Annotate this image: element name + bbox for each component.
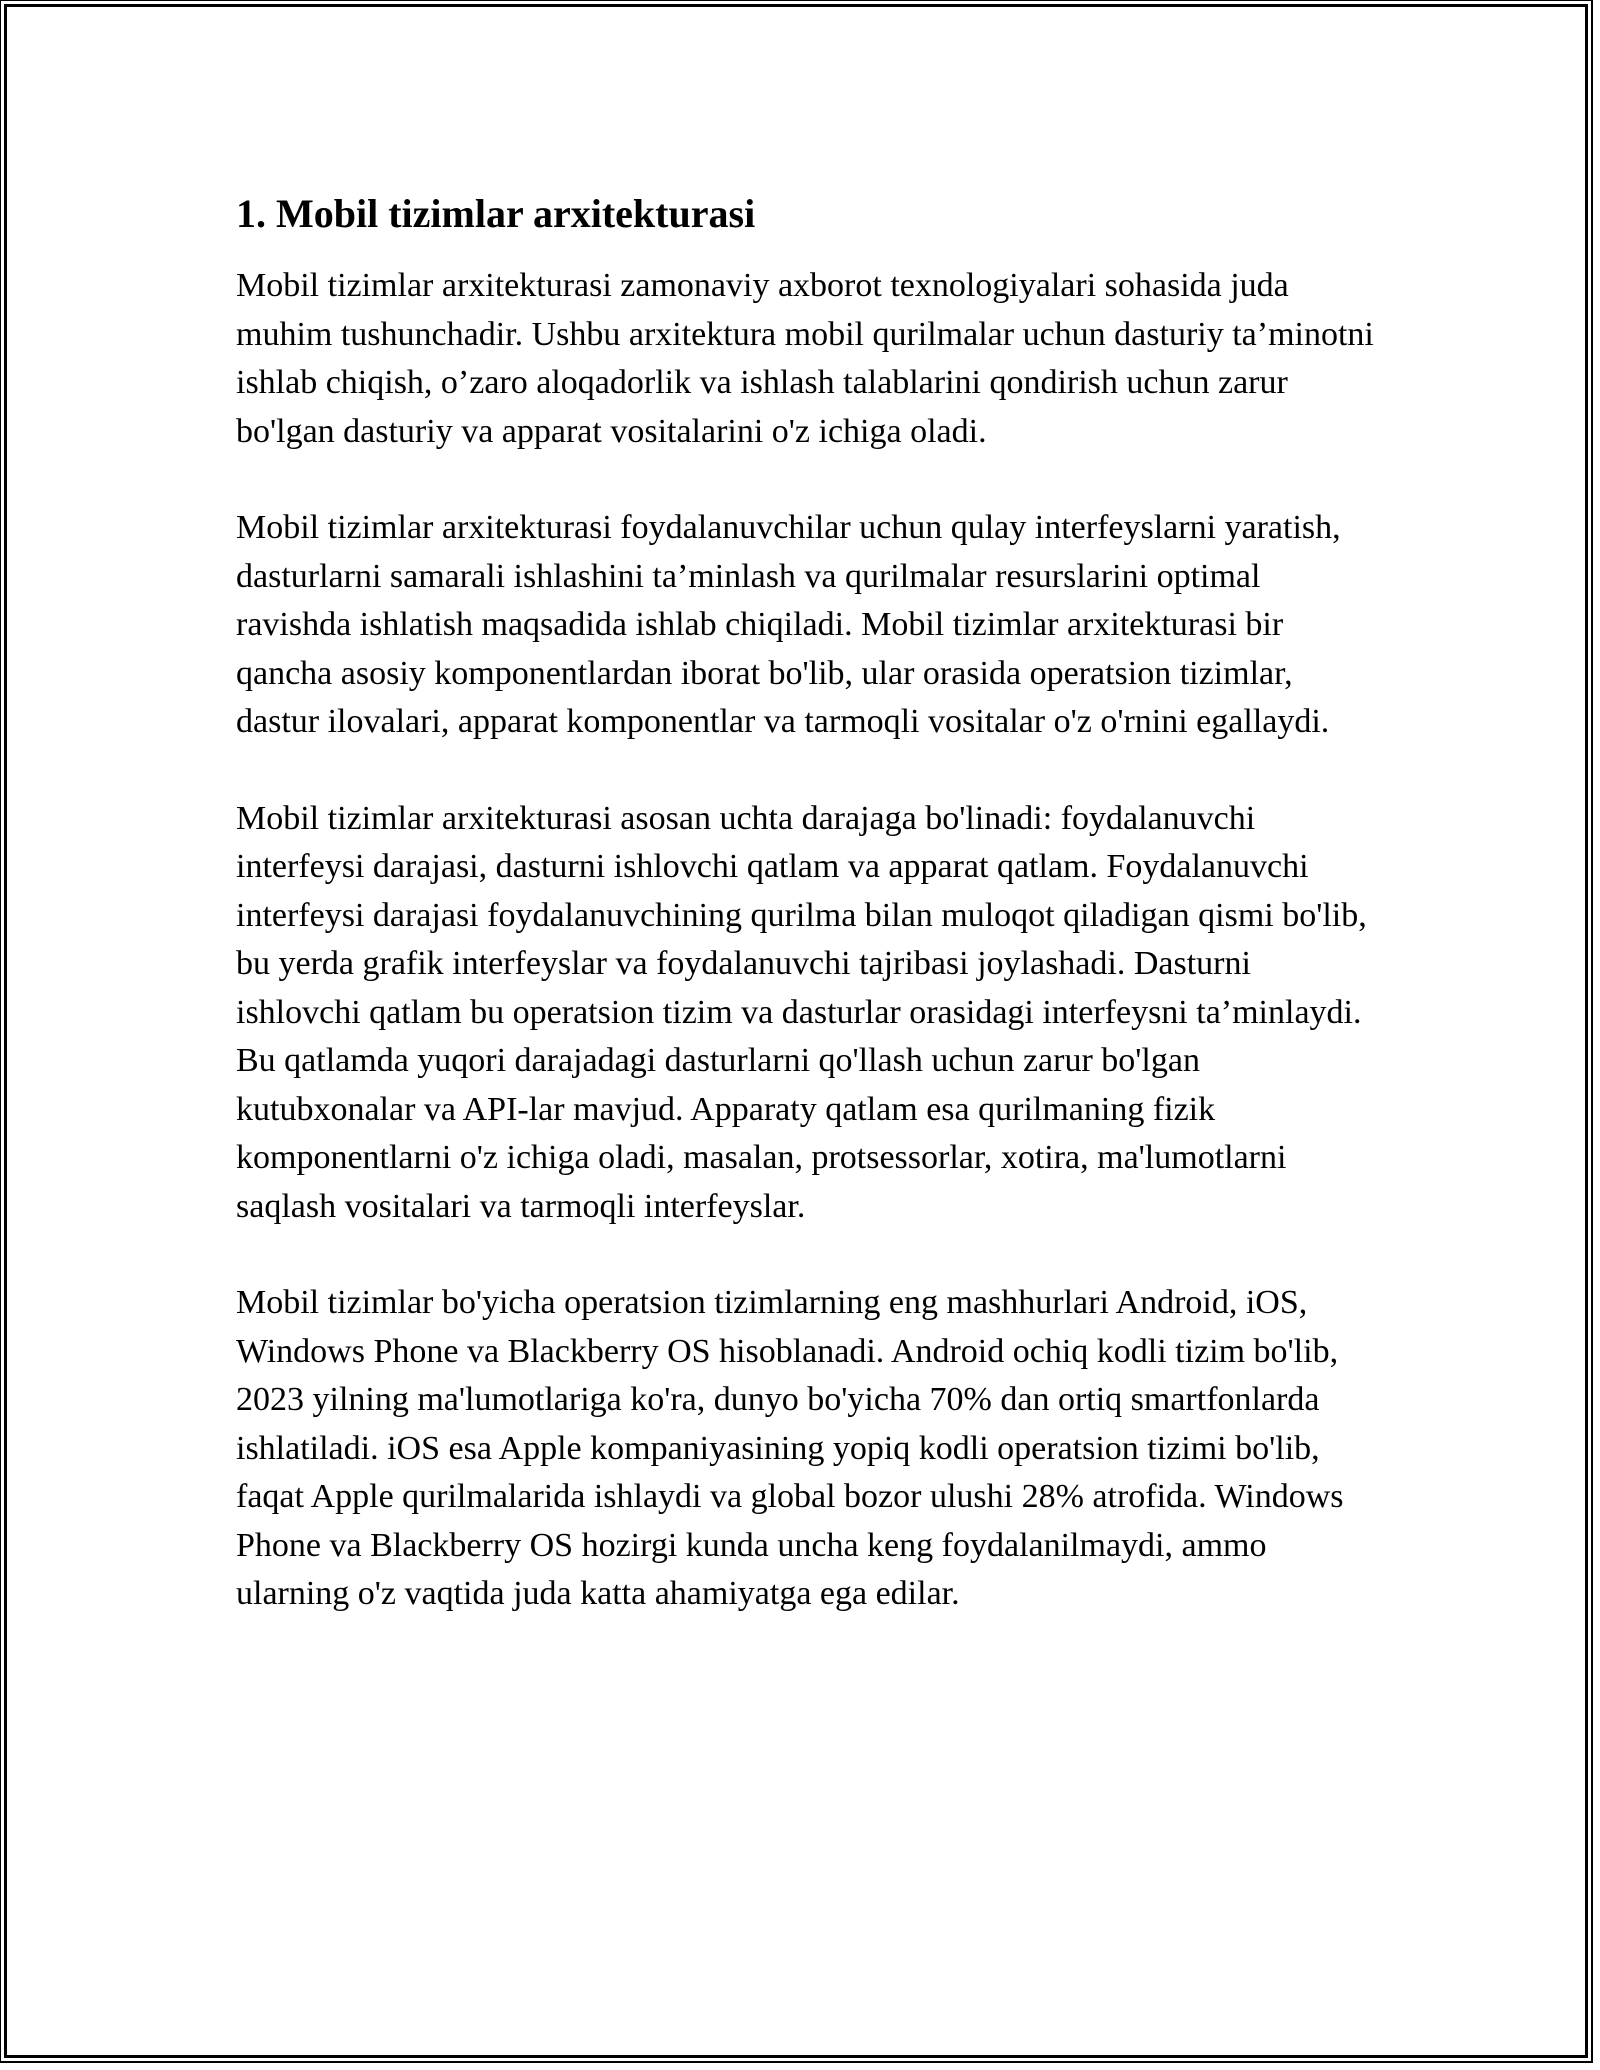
- paragraph-1: Mobil tizimlar arxitekturasi zamonaviy axborot texnologiyalari sohasida juda muhim tushunchadir. Ushbu arxitektura mobil qurilmalar uchun dasturiy ta’minotni ishlab chiqish, o’zaro aloqadorlik va ishlash talablarini qondirish uchun zarur bo'lgan dasturiy va apparat vositalarini o'z ichiga oladi.: [236, 267, 1374, 450]
- paragraph-4: Mobil tizimlar bo'yicha operatsion tizimlarning eng mashhurlari Android, iOS, Windows Phone va Blackberry OS hisoblanadi. Android ochiq kodli tizim bo'lib, 2023 yilning ma'lumotlariga ko'ra, dunyo bo'yicha 70% dan ortiq smartfonlarda ishlatiladi. iOS esa Apple kompaniyasining yopiq kodli operatsion tizimi bo'lib, faqat Apple qurilmalarida ishlaydi va global bozor ulushi 28% atrofida. Windows Phone va Blackberry OS hozirgi kunda uncha keng foydalanilmaydi, ammo ularning o'z vaqtida juda katta ahamiyatga ega edilar.: [236, 1284, 1344, 1612]
- paragraph-3: Mobil tizimlar arxitekturasi asosan uchta darajaga bo'linadi: foydalanuvchi interfeysi darajasi, dasturni ishlovchi qatlam va apparat qatlam. Foydalanuvchi interfeysi darajasi foydalanuvchining qurilma bilan muloqot qiladigan qismi bo'lib, bu yerda grafik interfeyslar va foydalanuvchi tajribasi joylashadi. Dasturni ishlovchi qatlam bu operatsion tizim va dasturlar orasidagi interfeysni ta’minlaydi. Bu qatlamda yuqori darajadagi dasturlarni qo'llash uchun zarur bo'lgan kutubxonalar va API-lar mavjud. Apparaty qatlam esa qurilmaning fizik komponentlarni o'z ichiga oladi, masalan, protsessorlar, xotira, ma'lumotlarni saqlash vositalari va tarmoqli interfeyslar.: [236, 799, 1367, 1225]
- document-body: [236, 190, 1396, 1667]
- section-heading: 1. Mobil tizimlar arxitekturasi: [236, 191, 756, 236]
- paragraph-2: Mobil tizimlar arxitekturasi foydalanuvchilar uchun qulay interfeyslarni yaratish, dasturlarni samarali ishlashini ta’minlash va qurilmalar resurslarini optimal ravishda ishlatish maqsadida ishlab chiqiladi. Mobil tizimlar arxitekturasi bir qancha asosiy komponentlardan iborat bo'lib, ular orasida operatsion tizimlar, dastur ilovalari, apparat komponentlar va tarmoqli vositalar o'z o'rnini egallaydi.: [236, 509, 1341, 740]
